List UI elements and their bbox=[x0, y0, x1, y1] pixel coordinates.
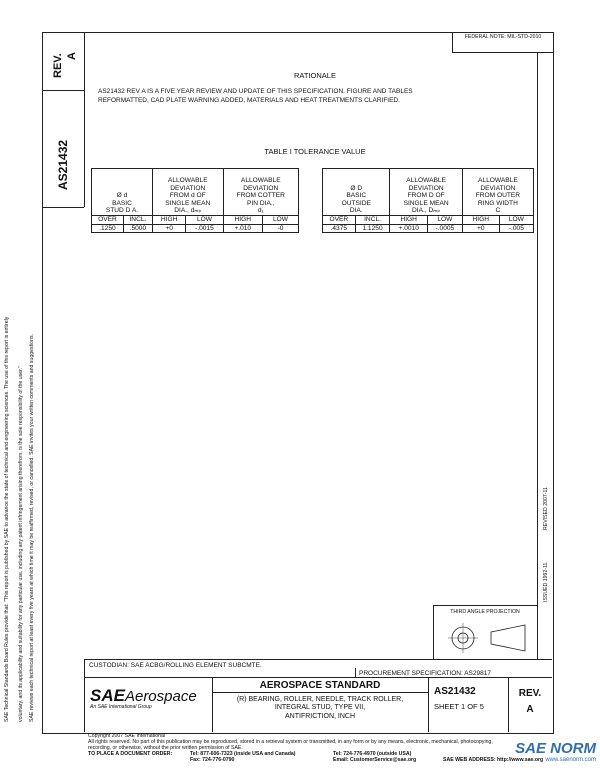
tolerance-table-left bbox=[91, 168, 299, 233]
watermark-text: SAE NORM bbox=[515, 740, 596, 757]
order-fax: Fax: 724-776-0790 bbox=[190, 757, 235, 763]
right-sub-over: OVER bbox=[323, 216, 356, 225]
right-sub-high-2: HIGH bbox=[462, 216, 499, 225]
doc-number-rotated bbox=[56, 140, 70, 190]
sae-notice-line-1: SAE Technical Standards Board Rules provide that: "This report is published by SAE to advance the state of technical and engineering sciences. The use of this report is entirely bbox=[4, 316, 10, 722]
doc-box-divider bbox=[42, 207, 84, 208]
copyright-line-2: All rights reserved. No part of this publication may be reproduced, stored in a retrieval system or transmitted, in any form or by any means, electronic, mechanical, photocopying, bbox=[88, 739, 493, 745]
watermark-url: www.saenorm.com bbox=[545, 757, 596, 763]
rationale-line-1: AS21432 REV A IS A FIVE YEAR REVIEW AND UPDATE OF THIS SPECIFICATION. FIGURE AND TABLES bbox=[98, 88, 413, 95]
left-cell-incl: .5000 bbox=[123, 224, 152, 233]
right-sub-low-1: LOW bbox=[427, 216, 462, 225]
right-cell-incl: 1.1250 bbox=[355, 224, 390, 233]
left-strip-divider bbox=[84, 32, 85, 207]
left-sub-low-1: LOW bbox=[186, 216, 223, 225]
desc-line-1: (R) BEARING, ROLLER, NEEDLE, TRACK ROLLER, bbox=[236, 696, 404, 703]
left-h2: ALLOWABLE DEVIATION FROM d OF SINGLE MEAN DIA., dₘₚ bbox=[152, 169, 223, 216]
left-cell-low-2: -0 bbox=[262, 224, 298, 233]
left-h3: ALLOWABLE DEVIATION FROM COTTER PIN DIA., d₁ bbox=[223, 169, 298, 216]
rationale-title: RATIONALE bbox=[294, 71, 336, 80]
left-sub-incl: INCL. bbox=[123, 216, 152, 225]
left-cell-high-1: +0 bbox=[152, 224, 185, 233]
left-sub-high-2: HIGH bbox=[223, 216, 262, 225]
right-sub-incl: INCL. bbox=[355, 216, 390, 225]
projection-symbol bbox=[445, 620, 535, 656]
order-web[interactable]: SAE WEB ADDRESS: http://www.sae.org bbox=[443, 757, 544, 763]
right-sub-high-1: HIGH bbox=[390, 216, 427, 225]
right-h3: ALLOWABLE DEVIATION FROM OUTER RING WIDTH C bbox=[462, 169, 533, 216]
sae-notice-line-3: SAE reviews each technical report at least every five years at which time it may be reaffirmed, revised, or cancelled. SAE invites your written comments and suggestions. bbox=[29, 334, 35, 722]
rev-label: REV. bbox=[52, 53, 64, 78]
revised-date: REVISED 2007-11 bbox=[543, 487, 549, 530]
right-h2: ALLOWABLE DEVIATION FROM D OF SINGLE MEAN DIA., Dₘₚ bbox=[390, 169, 462, 216]
procurement-spec: PROCUREMENT SPECIFICATION: AS29817 bbox=[359, 670, 491, 677]
right-sub-low-2: LOW bbox=[499, 216, 533, 225]
title-rev-value: A bbox=[526, 704, 534, 715]
order-tel-2: Tel: 724-776-4970 (outside USA) bbox=[333, 751, 412, 757]
rev-value: A bbox=[66, 52, 78, 60]
title-block-div-2 bbox=[428, 677, 429, 732]
order-label: TO PLACE A DOCUMENT ORDER: bbox=[88, 751, 173, 757]
copyright-line-3: recording, or otherwise, without the prior written permission of SAE. bbox=[88, 745, 243, 751]
left-cell-high-2: +.010 bbox=[223, 224, 262, 233]
right-cell-high-1: +.0010 bbox=[390, 224, 427, 233]
title-rev-label: REV. bbox=[518, 688, 542, 699]
rev-value-rotated bbox=[66, 52, 78, 60]
custodian-divider bbox=[355, 668, 356, 677]
table-title: TABLE I TOLERANCE VALUE bbox=[264, 147, 366, 156]
logo-aerospace: Aerospace bbox=[124, 688, 197, 705]
left-cell-over: .1250 bbox=[92, 224, 124, 233]
doc-number: AS21432 bbox=[56, 139, 70, 190]
sheet-number: SHEET 1 OF 5 bbox=[434, 702, 484, 711]
right-cell-low-2: -.005 bbox=[499, 224, 533, 233]
custodian-top-line bbox=[84, 659, 552, 660]
projection-cone bbox=[491, 625, 525, 651]
right-cell-low-1: -.0005 bbox=[427, 224, 462, 233]
desc-line-2: INTEGRAL STUD, TYPE VII, bbox=[274, 704, 366, 712]
left-cell-low-1: -.0015 bbox=[186, 224, 223, 233]
left-sub-over: OVER bbox=[92, 216, 124, 225]
watermark bbox=[478, 740, 596, 774]
title-doc-number: AS21432 bbox=[434, 686, 476, 697]
order-tel: Tel: 877-606-7323 (inside USA and Canada) bbox=[190, 751, 296, 757]
rationale-line-2: REFORMATTED, CAD PLATE WARNING ADDED, MATERIALS AND HEAT TREATMENTS CLARIFIED. bbox=[98, 97, 400, 104]
left-h1: Ø d BASIC STUD D A. bbox=[92, 169, 153, 216]
order-email: Email: CustomerService@sae.org bbox=[333, 757, 417, 763]
sae-notice-line-2: voluntary, and its applicability and suitability for any particular use, including any patent infringement arising therefrom, is the sole responsibility of the user." bbox=[18, 366, 24, 722]
right-margin-line bbox=[537, 52, 538, 659]
left-sub-high-1: HIGH bbox=[152, 216, 185, 225]
custodian-left-line bbox=[84, 659, 85, 732]
custodian: CUSTODIAN: SAE ACBG/ROLLING ELEMENT SUBCMTE. bbox=[89, 662, 262, 669]
sae-aerospace-logo bbox=[90, 686, 208, 710]
rev-label-rotated bbox=[52, 53, 64, 78]
federal-note: FEDERAL NOTE: MIL-STD-2010 bbox=[464, 34, 542, 40]
copyright-line-1: Copyright 2007 SAE International bbox=[88, 733, 165, 739]
rev-box-divider bbox=[42, 90, 84, 91]
tolerance-table-right bbox=[322, 168, 534, 233]
right-cell-high-2: +0 bbox=[462, 224, 499, 233]
standard-title: AEROSPACE STANDARD bbox=[259, 680, 381, 691]
desc-line-3: ANTIFRICTION, INCH bbox=[285, 712, 355, 720]
title-under-line bbox=[212, 692, 428, 693]
projection-label: THIRD ANGLE PROJECTION bbox=[450, 609, 520, 615]
issued-date: ISSUED 1992-11 bbox=[543, 562, 549, 602]
right-h1: Ø D BASIC OUTSIDE DIA. bbox=[323, 169, 390, 216]
standard-description bbox=[212, 696, 428, 721]
left-sub-low-2: LOW bbox=[262, 216, 298, 225]
logo-sae: SAE bbox=[90, 686, 125, 705]
right-cell-over: .4375 bbox=[323, 224, 356, 233]
logo-subtitle: An SAE International Group bbox=[90, 704, 152, 710]
